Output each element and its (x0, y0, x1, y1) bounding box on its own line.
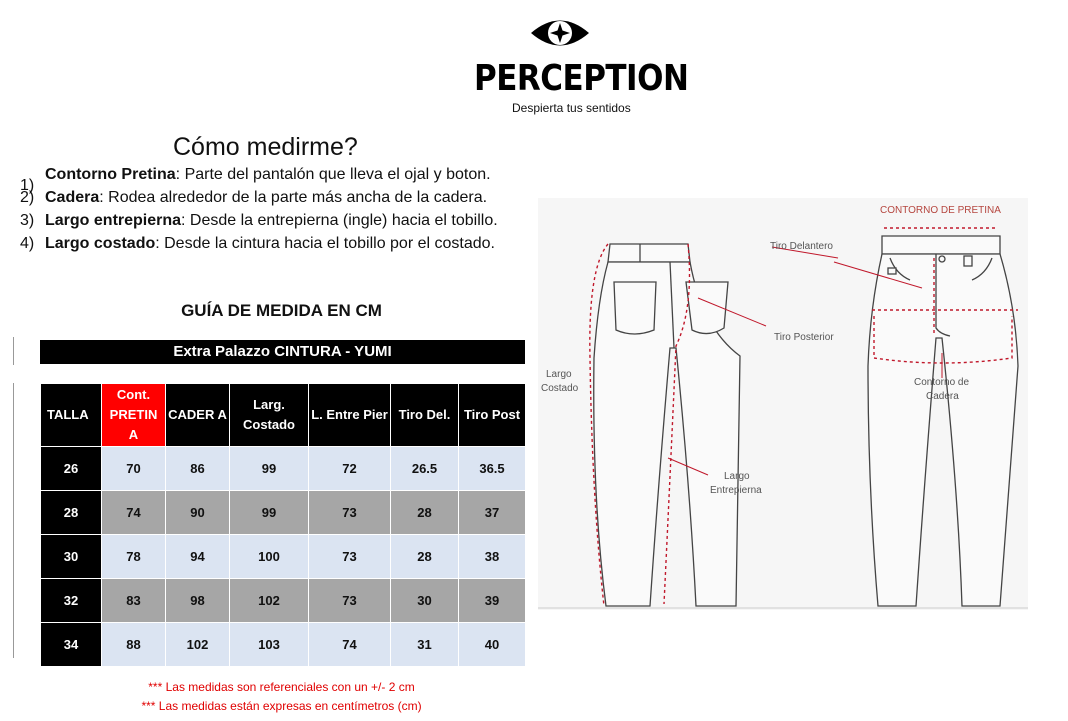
table-cell: 102 (166, 623, 230, 667)
diagram-label: CONTORNO DE PRETINA (880, 205, 1001, 216)
table-cell: 103 (230, 623, 309, 667)
step-number: 2) (20, 189, 35, 206)
size-cell: 30 (41, 535, 102, 579)
pants-measurement-diagram (538, 198, 1028, 610)
table-row (41, 535, 526, 579)
diagram-label: Contorno de (914, 377, 970, 388)
table-cell: 86 (166, 447, 230, 491)
model-title-bar: Extra Palazzo CINTURA - YUMI (40, 340, 525, 364)
table-cell: 70 (102, 447, 166, 491)
step-text: : Desde la entrepierna (ingle) hacia el tobillo. (181, 212, 498, 229)
table-cell: 88 (102, 623, 166, 667)
table-cell: 73 (309, 535, 391, 579)
table-row (41, 623, 526, 667)
table-cell: 39 (459, 579, 526, 623)
notes (0, 678, 563, 716)
table-cell: 99 (230, 491, 309, 535)
column-header: Cont. PRETIN A (102, 384, 166, 447)
diagram-label: Cadera (926, 391, 959, 402)
table-cell: 98 (166, 579, 230, 623)
table-cell: 40 (459, 623, 526, 667)
step-item (20, 187, 535, 208)
divider-line (13, 337, 14, 365)
table-cell: 72 (309, 447, 391, 491)
table-cell: 36.5 (459, 447, 526, 491)
table-cell: 94 (166, 535, 230, 579)
table-cell: 26.5 (391, 447, 459, 491)
step-text: : Rodea alrededor de la parte más ancha de la cadera. (99, 189, 488, 206)
step-number: 3) (20, 212, 35, 229)
table-cell: 73 (309, 579, 391, 623)
step-item (20, 164, 535, 194)
brand-logo (470, 14, 689, 120)
howto-title: Cómo medirme? (173, 133, 358, 161)
table-cell: 37 (459, 491, 526, 535)
table-cell: 31 (391, 623, 459, 667)
column-header: L. Entre Pier (309, 384, 391, 447)
table-row (41, 491, 526, 535)
step-text: : Desde la cintura hacia el tobillo por el costado. (155, 235, 495, 252)
step-number: 1) (20, 177, 35, 194)
column-header: Tiro Post (459, 384, 526, 447)
table-cell: 73 (309, 491, 391, 535)
size-cell: 28 (41, 491, 102, 535)
column-header: Larg. Costado (230, 384, 309, 447)
table-cell: 83 (102, 579, 166, 623)
diagram-label: Entrepierna (710, 485, 762, 496)
diagram-label: Costado (541, 383, 579, 394)
table-cell: 38 (459, 535, 526, 579)
table-row (41, 579, 526, 623)
diagram-label: Largo (724, 471, 750, 482)
brand-tagline: Despierta tus sentidos (512, 101, 631, 115)
table-header-row (41, 384, 526, 447)
table-cell: 28 (391, 491, 459, 535)
steps-list (20, 164, 535, 256)
size-cell: 32 (41, 579, 102, 623)
step-item (20, 233, 535, 254)
table-cell: 102 (230, 579, 309, 623)
table-cell: 28 (391, 535, 459, 579)
column-header: Tiro Del. (391, 384, 459, 447)
size-table (40, 383, 526, 667)
step-term: Contorno Pretina (45, 166, 176, 183)
note-line: *** Las medidas son referenciales con un +/- 2 cm (148, 680, 415, 694)
note-line: *** Las medidas están expresas en centímetros (cm) (141, 699, 422, 713)
table-cell: 90 (166, 491, 230, 535)
column-header: CADER A (166, 384, 230, 447)
guide-title: GUÍA DE MEDIDA EN CM (181, 301, 382, 320)
column-header: TALLA (41, 384, 102, 447)
step-term: Cadera (45, 189, 100, 206)
table-cell: 30 (391, 579, 459, 623)
table-cell: 99 (230, 447, 309, 491)
table-cell: 74 (309, 623, 391, 667)
pants-illustration (538, 198, 1028, 610)
step-term: Largo costado (45, 235, 156, 252)
divider-line (13, 383, 14, 658)
step-item (20, 210, 535, 231)
size-cell: 26 (41, 447, 102, 491)
diagram-label: Tiro Delantero (770, 241, 833, 252)
diagram-label: Largo (546, 369, 572, 380)
table-row (41, 447, 526, 491)
step-text: : Parte del pantalón que lleva el ojal y boton. (175, 166, 491, 183)
table-cell: 78 (102, 535, 166, 579)
table-cell: 74 (102, 491, 166, 535)
diagram-label: Tiro Posterior (774, 332, 834, 343)
step-number: 4) (20, 235, 35, 252)
brand-name: PERCEPTION (474, 57, 689, 100)
eye-icon (528, 14, 592, 52)
step-term: Largo entrepierna (45, 212, 182, 229)
table-cell: 100 (230, 535, 309, 579)
size-cell: 34 (41, 623, 102, 667)
